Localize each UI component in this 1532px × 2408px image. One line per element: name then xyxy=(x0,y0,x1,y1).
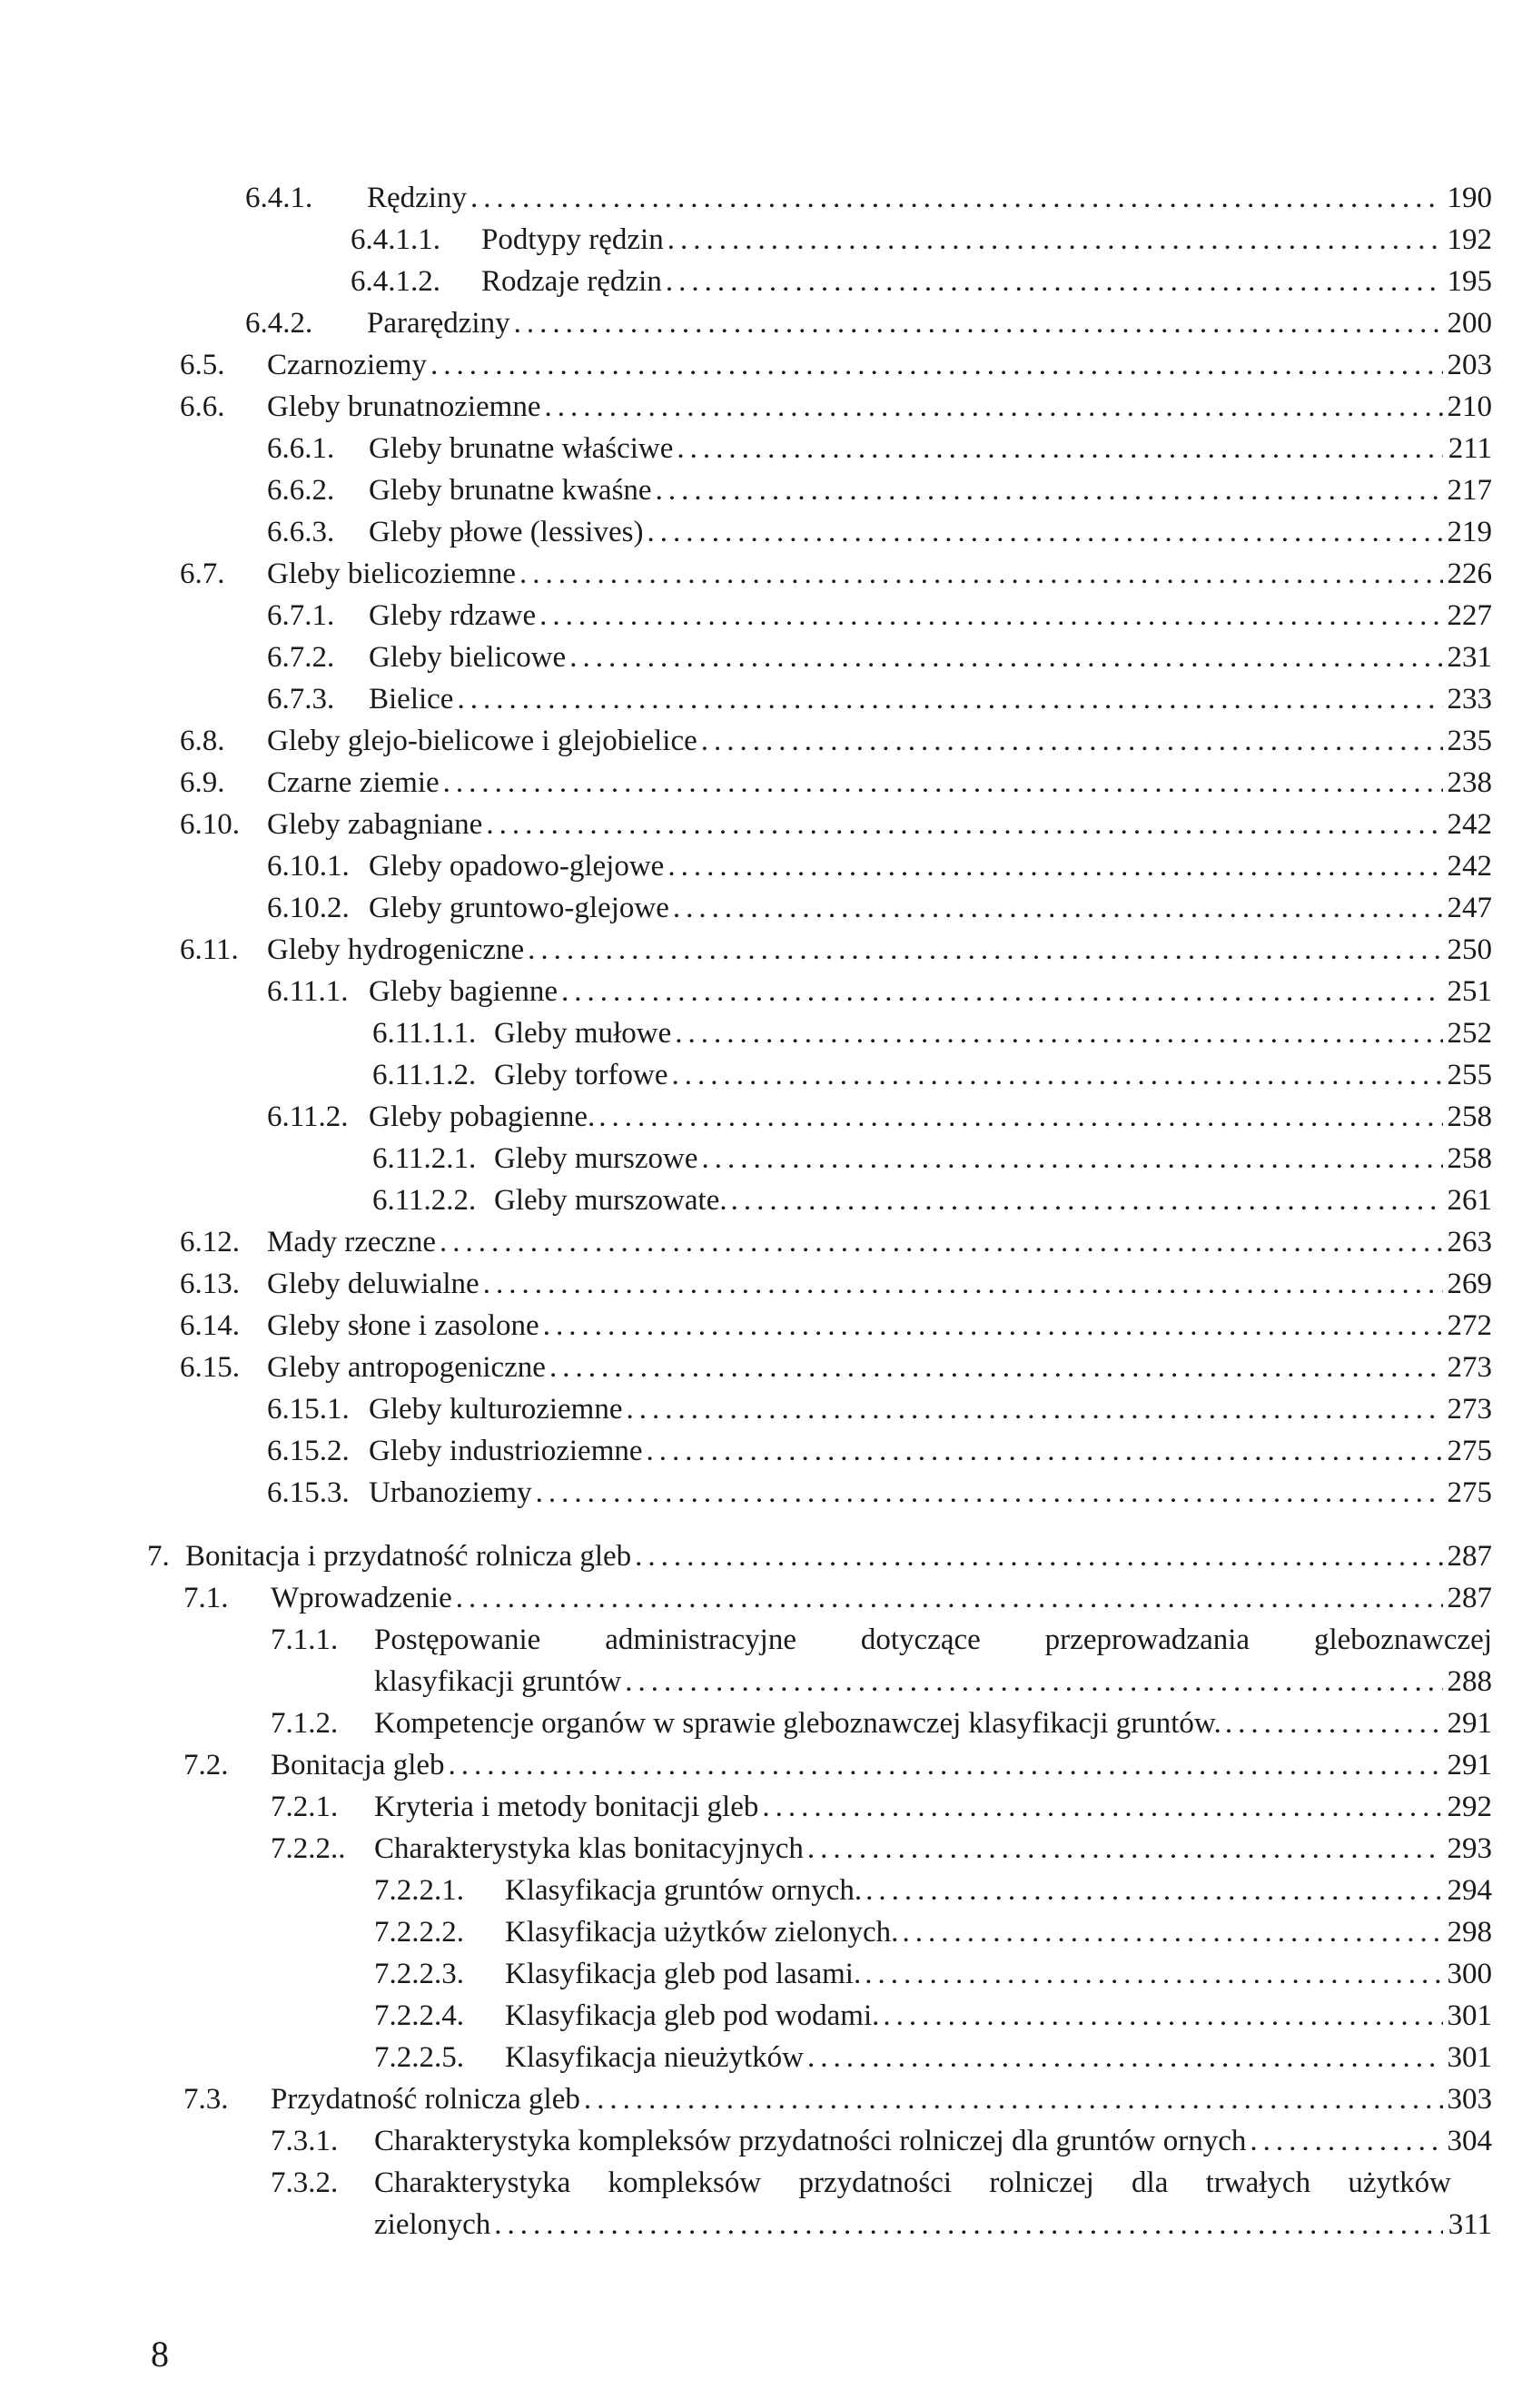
entry-number: 6.11.2.1. xyxy=(372,1142,477,1175)
entry-page: 247 xyxy=(1447,892,1492,924)
toc-entry[interactable] xyxy=(183,2079,1492,2119)
entry-title: Mady rzeczne xyxy=(267,1226,436,1258)
entry-title-continued: klasyfikacji gruntów xyxy=(374,1665,622,1698)
entry-title: Gleby bielicoziemne xyxy=(267,558,516,590)
leader-dots xyxy=(539,596,1443,636)
leader-dots xyxy=(731,1180,1443,1220)
entry-page: 233 xyxy=(1447,683,1492,715)
entry-page: 287 xyxy=(1447,1582,1492,1614)
leader-dots xyxy=(494,2205,1443,2245)
entry-number: 7.2.2.1. xyxy=(374,1874,464,1907)
entry-number: 6.12. xyxy=(180,1226,240,1258)
entry-title: Gleby glejo-bielicowe i glejobielice xyxy=(267,725,697,757)
entry-page: 291 xyxy=(1447,1749,1492,1781)
entry-title: Bonitacja gleb xyxy=(271,1749,445,1781)
entry-page: 255 xyxy=(1447,1059,1492,1091)
toc-entry[interactable] xyxy=(351,262,1492,301)
entry-title: Charakterystyka klas bonitacyjnych xyxy=(374,1832,804,1865)
entry-number: 6.15.1. xyxy=(267,1393,350,1426)
leader-dots xyxy=(865,1870,1443,1910)
leader-dots xyxy=(627,1389,1443,1429)
entry-page: 272 xyxy=(1447,1309,1492,1342)
leader-dots xyxy=(449,1745,1443,1785)
entry-title: Charakterystyka kompleksów przydatności rolniczej dla trwałych użytków xyxy=(374,2166,1451,2199)
leader-dots xyxy=(514,303,1443,343)
entry-page: 288 xyxy=(1447,1665,1492,1698)
entry-title: Urbanoziemy xyxy=(369,1476,532,1509)
entry-page: 235 xyxy=(1447,725,1492,757)
entry-page: 273 xyxy=(1447,1351,1492,1384)
toc-entry[interactable] xyxy=(267,1389,1492,1429)
entry-number: 7.1. xyxy=(183,1582,229,1614)
entry-page: 293 xyxy=(1447,1832,1492,1865)
toc-entry[interactable] xyxy=(245,178,1492,218)
leader-dots xyxy=(543,1306,1443,1346)
toc-entry[interactable] xyxy=(267,429,1492,469)
toc-entry[interactable] xyxy=(180,1264,1492,1304)
entry-title: Klasyfikacja gruntów ornych. xyxy=(505,1874,863,1907)
leader-dots xyxy=(1225,1703,1443,1743)
entry-page: 250 xyxy=(1447,933,1492,966)
entry-page: 301 xyxy=(1447,1999,1492,2032)
entry-title: Gleby brunatne kwaśne xyxy=(369,474,652,507)
entry-number: 6.11.2. xyxy=(267,1100,349,1133)
entry-title: Gleby brunatne właściwe xyxy=(369,432,674,465)
leader-dots xyxy=(519,554,1443,594)
entry-number: 7.3. xyxy=(183,2083,229,2116)
entry-title: Gleby deluwialne xyxy=(267,1268,479,1300)
entry-title: Gleby murszowate. xyxy=(494,1184,727,1217)
leader-dots xyxy=(625,1662,1443,1702)
leader-dots xyxy=(544,387,1443,427)
entry-title: Gleby gruntowo-glejowe xyxy=(369,892,669,924)
entry-title: Rędziny xyxy=(367,182,467,214)
entry-page: 252 xyxy=(1447,1017,1492,1050)
toc-entry[interactable] xyxy=(267,596,1492,636)
entry-number: 6.7.2. xyxy=(267,641,335,674)
entry-title: Gleby mułowe xyxy=(494,1017,672,1050)
toc-entry[interactable] xyxy=(180,763,1492,803)
toc-entry[interactable] xyxy=(372,1013,1492,1053)
entry-title: Gleby brunatnoziemne xyxy=(267,390,541,423)
leader-dots xyxy=(456,1578,1443,1618)
toc-entry[interactable] xyxy=(271,1703,1492,1743)
leader-dots xyxy=(762,1787,1443,1827)
entry-number: 6.11.1.1. xyxy=(372,1017,477,1050)
leader-dots xyxy=(902,1912,1443,1952)
entry-number: 6.10.1. xyxy=(267,850,350,883)
entry-page: 238 xyxy=(1447,766,1492,799)
leader-dots xyxy=(701,721,1443,761)
entry-title: Bonitacja i przydatność rolnicza gleb xyxy=(185,1540,632,1573)
entry-page: 273 xyxy=(1447,1393,1492,1426)
entry-number: 6.6.2. xyxy=(267,474,335,507)
entry-number: 6.7.1. xyxy=(267,599,335,632)
entry-number: 6.4.1. xyxy=(245,182,313,214)
entry-number: 6.4.1.1. xyxy=(351,223,440,256)
leader-dots xyxy=(536,1473,1443,1513)
entry-page: 190 xyxy=(1447,182,1492,214)
toc-entry[interactable] xyxy=(271,2121,1492,2161)
toc-entry-continuation[interactable] xyxy=(374,1662,1492,1702)
page-number: 8 xyxy=(151,2334,169,2374)
leader-dots xyxy=(807,1829,1443,1869)
entry-title: Podtypy rędzin xyxy=(481,223,664,256)
entry-number: 7.2.2.2. xyxy=(374,1916,464,1949)
toc-entry-first-line[interactable] xyxy=(271,1620,1492,1660)
toc-entry[interactable] xyxy=(180,1347,1492,1387)
entry-number: 6.15.2. xyxy=(267,1435,350,1467)
entry-number: 6.5. xyxy=(180,349,225,381)
leader-dots xyxy=(656,470,1443,510)
toc-entry[interactable] xyxy=(267,637,1492,677)
entry-number: 6.10.2. xyxy=(267,892,350,924)
entry-page: 304 xyxy=(1447,2125,1492,2157)
leader-dots xyxy=(677,429,1443,469)
entry-title: Gleby bielicowe xyxy=(369,641,567,674)
entry-number: 7. xyxy=(147,1540,170,1573)
leader-dots xyxy=(666,262,1443,301)
entry-page: 258 xyxy=(1447,1100,1492,1133)
entry-title: Gleby hydrogeniczne xyxy=(267,933,525,966)
entry-title: Gleby pobagienne. xyxy=(369,1100,596,1133)
leader-dots xyxy=(675,1013,1443,1053)
leader-dots xyxy=(647,512,1443,552)
toc-entry[interactable] xyxy=(245,303,1492,343)
toc-entry-continuation[interactable] xyxy=(374,2205,1492,2245)
entry-page: 258 xyxy=(1447,1142,1492,1175)
toc-entry[interactable] xyxy=(267,888,1492,928)
leader-dots xyxy=(561,972,1443,1012)
toc-entry[interactable] xyxy=(267,1097,1492,1137)
leader-dots xyxy=(865,1954,1443,1994)
toc-entry[interactable] xyxy=(372,1055,1492,1095)
entry-number: 6.6. xyxy=(180,390,225,423)
leader-dots xyxy=(470,178,1443,218)
toc-entry[interactable] xyxy=(374,1870,1492,1910)
entry-page: 203 xyxy=(1447,349,1492,381)
entry-title-continued: zielonych xyxy=(374,2208,491,2241)
leader-dots xyxy=(549,1347,1443,1387)
toc-entry[interactable] xyxy=(180,554,1492,594)
entry-number: 6.4.1.2. xyxy=(351,265,440,298)
entry-number: 6.11.1. xyxy=(267,975,349,1008)
entry-title: Gleby rdzawe xyxy=(369,599,537,632)
entry-number: 6.11.1.2. xyxy=(372,1059,477,1091)
toc-entry[interactable] xyxy=(267,470,1492,510)
entry-page: 275 xyxy=(1447,1435,1492,1467)
entry-number: 6.4.2. xyxy=(245,307,313,340)
toc-entry[interactable] xyxy=(374,1954,1492,1994)
entry-title: Bielice xyxy=(369,683,454,715)
entry-number: 7.2.2.3. xyxy=(374,1958,464,1990)
entry-page: 210 xyxy=(1447,390,1492,423)
entry-page: 303 xyxy=(1447,2083,1492,2116)
entry-title: Klasyfikacja użytków zielonych. xyxy=(505,1916,899,1949)
toc-entry[interactable] xyxy=(183,1745,1492,1785)
entry-page: 231 xyxy=(1447,641,1492,674)
toc-entry[interactable] xyxy=(351,220,1492,260)
entry-title: Gleby murszowe xyxy=(494,1142,698,1175)
toc-entry-first-line[interactable] xyxy=(271,2163,1451,2203)
entry-page: 263 xyxy=(1447,1226,1492,1258)
entry-page: 211 xyxy=(1448,432,1492,465)
toc-entry[interactable] xyxy=(180,1222,1492,1262)
entry-number: 6.13. xyxy=(180,1268,240,1300)
leader-dots xyxy=(430,345,1443,385)
entry-number: 6.11. xyxy=(180,933,239,966)
toc-entry[interactable] xyxy=(183,1578,1492,1618)
entry-title: Gleby kulturoziemne xyxy=(369,1393,623,1426)
toc-entry[interactable] xyxy=(180,1306,1492,1346)
entry-page: 192 xyxy=(1447,223,1492,256)
entry-page: 217 xyxy=(1447,474,1492,507)
toc-entry[interactable] xyxy=(271,1829,1492,1869)
leader-dots xyxy=(483,1264,1443,1304)
entry-title: Czarne ziemie xyxy=(267,766,440,799)
toc-entry[interactable] xyxy=(180,804,1492,844)
entry-title: Gleby słone i zasolone xyxy=(267,1309,539,1342)
entry-number: 7.3.2. xyxy=(271,2166,339,2199)
toc-entry[interactable] xyxy=(180,345,1492,385)
toc-entry[interactable] xyxy=(267,512,1492,552)
entry-number: 6.6.3. xyxy=(267,516,335,548)
toc-entry[interactable] xyxy=(180,721,1492,761)
entry-page: 294 xyxy=(1447,1874,1492,1907)
entry-page: 301 xyxy=(1447,2041,1492,2074)
entry-number: 7.2.2.. xyxy=(271,1832,346,1865)
entry-page: 200 xyxy=(1447,307,1492,340)
leader-dots xyxy=(883,1996,1443,2036)
toc-entry[interactable] xyxy=(267,1431,1492,1471)
toc-entry[interactable] xyxy=(267,1473,1492,1513)
entry-page: 287 xyxy=(1447,1540,1492,1573)
leader-dots xyxy=(584,2079,1443,2119)
entry-title: Postępowanie administracyjne dotyczące przeprowadzania gleboznawczej xyxy=(374,1623,1492,1656)
entry-title: Klasyfikacja nieużytków xyxy=(505,2041,804,2074)
leader-dots xyxy=(635,1536,1443,1576)
entry-page: 242 xyxy=(1447,808,1492,841)
leader-dots xyxy=(673,888,1443,928)
toc-entry[interactable] xyxy=(374,1912,1492,1952)
leader-dots xyxy=(443,763,1443,803)
entry-page: 251 xyxy=(1447,975,1492,1008)
leader-dots xyxy=(672,1055,1443,1095)
leader-dots xyxy=(667,220,1443,260)
leader-dots xyxy=(807,2038,1443,2077)
entry-page: 242 xyxy=(1447,850,1492,883)
toc-entry[interactable] xyxy=(180,930,1492,970)
toc-entry[interactable] xyxy=(267,846,1492,886)
entry-number: 6.7.3. xyxy=(267,683,335,715)
entry-number: 7.2. xyxy=(183,1749,229,1781)
entry-title: Klasyfikacja gleb pod wodami. xyxy=(505,1999,880,2032)
entry-number: 7.1.2. xyxy=(271,1707,339,1740)
entry-page: 311 xyxy=(1448,2208,1492,2241)
entry-page: 275 xyxy=(1447,1476,1492,1509)
leader-dots xyxy=(598,1097,1443,1137)
leader-dots xyxy=(486,804,1443,844)
entry-title: Wprowadzenie xyxy=(271,1582,452,1614)
toc-entry[interactable] xyxy=(374,2038,1492,2077)
entry-title: Gleby bagienne xyxy=(369,975,558,1008)
entry-title: Gleby płowe (lessives) xyxy=(369,516,644,548)
entry-title: Kompetencje organów w sprawie gleboznawczej klasyfikacji gruntów. xyxy=(374,1707,1221,1740)
entry-page: 292 xyxy=(1447,1791,1492,1823)
entry-page: 219 xyxy=(1447,516,1492,548)
toc-entry[interactable] xyxy=(267,972,1492,1012)
toc-entry[interactable] xyxy=(180,387,1492,427)
leader-dots xyxy=(457,679,1443,719)
entry-number: 6.6.1. xyxy=(267,432,335,465)
entry-page: 195 xyxy=(1447,265,1492,298)
toc-entry[interactable] xyxy=(372,1139,1492,1179)
entry-number: 7.3.1. xyxy=(271,2125,339,2157)
leader-dots xyxy=(569,637,1443,677)
entry-title: Gleby torfowe xyxy=(494,1059,668,1091)
entry-title: Gleby zabagniane xyxy=(267,808,483,841)
entry-title: Czarnoziemy xyxy=(267,349,427,381)
entry-page: 269 xyxy=(1447,1268,1492,1300)
entry-title: Charakterystyka kompleksów przydatności rolniczej dla gruntów ornych xyxy=(374,2125,1247,2157)
toc-entry[interactable] xyxy=(372,1180,1492,1220)
entry-page: 227 xyxy=(1447,599,1492,632)
toc-entry[interactable] xyxy=(271,1787,1492,1827)
entry-title: Gleby opadowo-glejowe xyxy=(369,850,665,883)
entry-number: 6.11.2.2. xyxy=(372,1184,477,1217)
entry-number: 6.14. xyxy=(180,1309,240,1342)
leader-dots xyxy=(667,846,1443,886)
entry-title: Przydatność rolnicza gleb xyxy=(271,2083,580,2116)
entry-number: 6.15.3. xyxy=(267,1476,350,1509)
leader-dots xyxy=(647,1431,1443,1471)
entry-title: Gleby antropogeniczne xyxy=(267,1351,546,1384)
entry-page: 226 xyxy=(1447,558,1492,590)
entry-page: 298 xyxy=(1447,1916,1492,1949)
entry-number: 6.7. xyxy=(180,558,225,590)
toc-entry[interactable] xyxy=(267,679,1492,719)
entry-title: Gleby industrioziemne xyxy=(369,1435,643,1467)
entry-number: 6.15. xyxy=(180,1351,240,1384)
leader-dots xyxy=(440,1222,1443,1262)
entry-number: 7.2.2.4. xyxy=(374,1999,464,2032)
entry-page: 291 xyxy=(1447,1707,1492,1740)
entry-title: Pararędziny xyxy=(367,307,510,340)
entry-number: 7.2.2.5. xyxy=(374,2041,464,2074)
entry-title: Kryteria i metody bonitacji gleb xyxy=(374,1791,759,1823)
entry-title: Klasyfikacja gleb pod lasami. xyxy=(505,1958,862,1990)
entry-number: 6.9. xyxy=(180,766,225,799)
leader-dots xyxy=(702,1139,1443,1179)
entry-number: 6.8. xyxy=(180,725,225,757)
entry-title: Rodzaje rędzin xyxy=(481,265,662,298)
toc-entry[interactable] xyxy=(147,1536,1492,1576)
entry-page: 261 xyxy=(1447,1184,1492,1217)
entry-number: 6.10. xyxy=(180,808,240,841)
entry-page: 300 xyxy=(1447,1958,1492,1990)
entry-number: 7.2.1. xyxy=(271,1791,339,1823)
leader-dots xyxy=(528,930,1443,970)
toc-entry[interactable] xyxy=(374,1996,1492,2036)
entry-number: 7.1.1. xyxy=(271,1623,339,1656)
leader-dots xyxy=(1250,2121,1443,2161)
